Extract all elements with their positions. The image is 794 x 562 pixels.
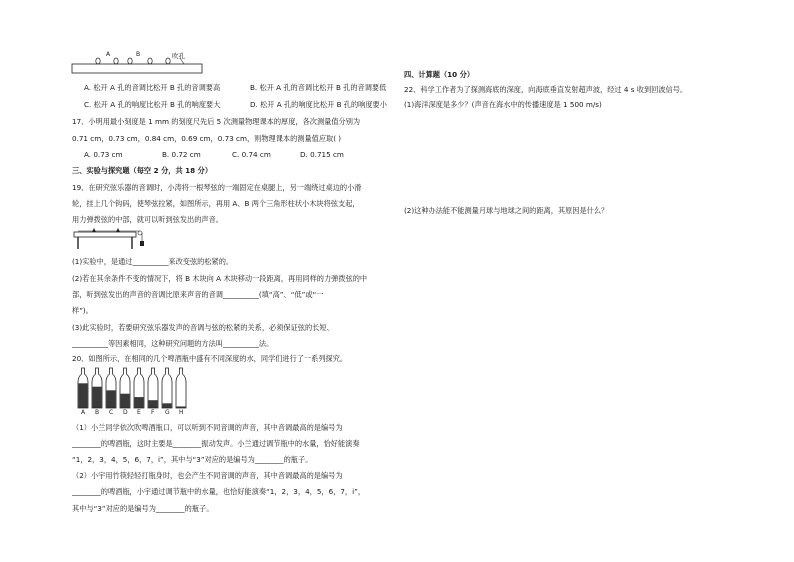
q16-option-b: B. 松开 A 孔的音调比松开 B 孔的音调要低	[250, 83, 387, 92]
string-instrument-figure	[72, 228, 152, 250]
q17-line1: 17、小明用最小刻度是 1 mm 的刻度尺先后 5 次测量物理课本的厚度，各次测量值分别为	[72, 117, 361, 126]
q17-option-c: C. 0.74 cm	[232, 150, 271, 159]
q19-part1: (1)实验中，是通过__________来改变弦的松紧的。	[72, 257, 234, 266]
bottle-label: B	[95, 409, 100, 416]
q20-part2-line3: 其中与“3”对应的是编号为________的瓶子。	[72, 504, 214, 513]
bottle-label: H	[179, 409, 184, 416]
bottle-label: F	[151, 409, 155, 416]
bottle-label: D	[123, 409, 128, 416]
q19-part2-line1: (2)若在其余条件不变的情况下，将 B 木块向 A 木块移动一段距离，再用同样的力弹拨弦的中	[72, 274, 368, 283]
q19-part3-line2: __________等因素相同，这种研究问题的方法叫__________法。	[72, 339, 274, 348]
bottle	[120, 368, 130, 408]
section3-heading: 三、实验与探究题（每空 2 分，共 18 分）	[72, 166, 213, 175]
q20-intro: 20、如图所示，在相同的几个啤酒瓶中盛有不同深度的水，同学们进行了一系列探究。	[72, 354, 348, 363]
flute-hole-a: A	[106, 51, 111, 58]
q17-option-d: D. 0.715 cm	[300, 150, 344, 159]
bottle	[92, 368, 102, 408]
q16-option-a: A. 松开 A 孔的音调比松开 B 孔的音调要高	[84, 83, 221, 92]
bottle-water	[135, 397, 144, 408]
bottle	[162, 368, 172, 408]
bottle-water	[93, 387, 102, 408]
bottle-water	[107, 390, 116, 408]
flute-hole-b: B	[136, 51, 141, 58]
q22-part2: (2)这种办法能不能测量月球与地球之间的距离，其原因是什么？	[404, 206, 609, 215]
bottle-outline	[176, 368, 186, 408]
bottle	[176, 368, 186, 408]
bottle-water	[149, 400, 158, 408]
bottle	[134, 368, 144, 408]
q17-line2: 0.71 cm，0.73 cm，0.84 cm，0.69 cm，0.73 cm，则物理课本的测量值应取( )	[72, 134, 342, 143]
bottles-figure	[74, 366, 194, 410]
bottle-water	[163, 403, 172, 408]
q17-option-b: B. 0.72 cm	[162, 150, 201, 159]
bottle-water	[121, 394, 130, 408]
q20-part2-line2: ________的啤酒瓶，小宇通过调节瓶中的水量，也恰好能演奏“1，2，3，4，5，6，7，i”，	[72, 487, 366, 496]
q20-part2-line1: （2）小宇用竹筷轻轻打瓶身时，也会产生不同音调的声音，其中音调最高的是编号为	[72, 471, 343, 480]
q16-option-d: D. 松开 A 孔的响度比松开 B 孔的响度要小	[250, 100, 387, 109]
bottle	[106, 368, 116, 408]
bottle-outline	[162, 368, 172, 408]
q19-part3-line1: (3)此实验时，若要研究弦乐器发声的音调与弦的松紧的关系，必须保证弦的长短、	[72, 323, 334, 332]
bottle-label: G	[165, 409, 170, 416]
q19-part2-line3: 样”)。	[72, 306, 93, 315]
bottle-label: C	[109, 409, 114, 416]
q19-line3: 用力弹拨弦的中部，就可以听到弦发出的声音。	[72, 215, 223, 224]
bottle	[78, 368, 88, 408]
section4-heading: 四、计算题（10 分）	[404, 70, 475, 79]
q20-part1-line2: ________的啤酒瓶，这时主要是________振动发声。小兰通过调节瓶中的水量，恰好能演奏	[72, 439, 360, 448]
q20-part1-line3: “1，2，3，4，5，6，7，i”，其中与“3”对应的是编号为________的瓶子。	[72, 455, 313, 464]
q22-line1: 22、科学工作者为了探测海底的深度，向海底垂直发射超声波，经过 4 s 收到回波信号。	[404, 85, 688, 94]
bottle-label: A	[81, 409, 86, 416]
q19-line1: 19、在研究弦乐器的音调时，小涛将一根琴弦的一端固定在桌腿上，另一端绕过桌边的小滑	[72, 183, 362, 192]
flute-blow-hole-label: 吹孔	[172, 52, 185, 60]
flute-drawing	[72, 52, 212, 76]
q19-part2-line2: 部，听到弦发出的声音的音调比原来声音的音调__________(填“高”、“低”或“一	[72, 290, 324, 299]
bottle	[148, 368, 158, 408]
q22-part1: (1)海洋深度是多少？(声音在海水中的传播速度是 1 500 m/s)	[404, 100, 602, 109]
bottle-water	[79, 383, 88, 408]
q19-line2: 轮，挂上几个钩码，使琴弦拉紧，如图所示，再用 A、B 两个三角形柱状小木块将弦支起，	[72, 199, 360, 208]
q17-option-a: A. 0.73 cm	[84, 150, 123, 159]
q16-option-c: C. 松开 A 孔的响度比松开 B 孔的响度要大	[84, 100, 221, 109]
bottle-label: E	[137, 409, 141, 416]
q20-part1-line1: （1）小兰同学依次吹啤酒瓶口，可以听到不同音调的声音，其中音调最高的是编号为	[72, 423, 343, 432]
